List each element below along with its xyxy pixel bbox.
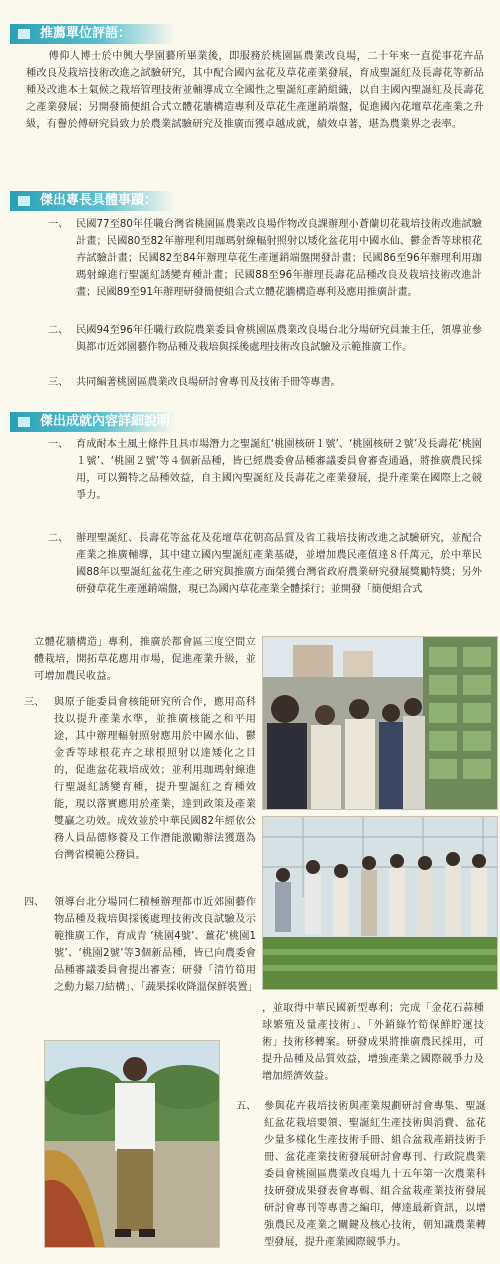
detail-item-2-continuation: 立體花牆構造」專利，推廣於都會區三度空間立體栽培，開拓草花應用市場，促進產業升級，並可增加農民收益。 (34, 637, 256, 682)
detail-item (48, 436, 482, 522)
item-number: 二、 (48, 533, 69, 544)
item-text: 辦理聖誕紅、長壽花等盆花及花壇草花朝高品質及省工栽培技術改進之試驗研究，並配合產業之推廣輔導，其中建立國內聖誕紅產業基礎，並增加農民產值達８仟萬元，於中華民國88年以聖誕紅盆花生產之研究與推廣方面榮獲台灣省政府農業研究發展獎勵特獎；另外研發草花生產運銷端盤，現已為國內草花產業全體採行；並開發「簡便組合式 (76, 533, 482, 595)
photo-greenhouse-group (262, 816, 498, 990)
section-header-achievements (10, 191, 175, 211)
item-text: 參與花卉栽培技術與產業規劃研討會專集、聖誕紅盆花栽培要領、聖誕紅生產技術與消費、盆花少量多樣化生產技術手冊、組合盆栽產銷技術手冊、盆花產業技術發展研討會專刊、行政院農業委員會桃園區農業改良場九十五年第一次農業科技研發成果發表會專輯、組合盆栽產業技術發展研討會專刊等專書之編印，傳達最新資訊，以增強農民及產業之關鍵及核心技術，朝知識農業轉型發展，提升產業國際競爭力。 (264, 1101, 486, 1248)
achievement-item (48, 322, 482, 358)
detail-item (48, 530, 482, 616)
item-number: 三、 (48, 377, 69, 388)
item-text: 領導台北分場同仁積極辦理都市近郊園藝作物品種及栽培與採後處理技術改良試驗及示範推廣工作，育成青 ‘桃園4號’、薑花‘桃園1號’、‘桃園2號’等3個新品種，皆已向農委會品種審議委員會提出審查；研發「清竹筍用之動力鬆刀結構」、「蔬果採收降溫保鮮裝置」 (54, 897, 258, 993)
item-text: 民國94至96年任職行政院農業委員會桃園區農業改良場台北分場研究員兼主任，領導並參與都市近郊園藝作物品種及栽培與採後處理技術改良試驗及示範推廣工作。 (76, 325, 482, 353)
detail-item (236, 1098, 486, 1258)
header-marker-icon (18, 29, 30, 39)
item-text: 民國77至80年任職台灣省桃園區農業改良場作物改良課辦理小蒼蘭切花栽培技術改進試驗計畫；民國80至82年辦理利用珈瑪射線輻射照射以矮化盆花用中國水仙、鬱金香等球根花卉試驗計畫；民國82至84年辦理草花生產運銷端盤開發計畫；民國86至96年辦理利用珈瑪射線進行聖誕紅誘變育種計畫；民國88至96年辦理長壽花品種改良及栽培技術改進計畫；民國89至91年辦理研發簡便組合式立體花牆構造專利及應用推廣計畫。 (76, 219, 482, 298)
photo-field-visit (262, 636, 498, 810)
item-number: 一、 (48, 439, 69, 450)
photo-portrait-image (45, 1041, 219, 1247)
section-title-review: 推薦單位評語： (40, 26, 132, 41)
achievement-item (48, 216, 482, 320)
section-title-details: 傑出成就內容詳細說明 (40, 414, 171, 429)
item-text: 與原子能委員會核能研究所合作，應用高科技以提升產業水準，並推廣核能之和平用途，其中辦理輻射照射應用於中國水仙、鬱金香等球根花卉之球根照射以達矮化之目的，促進盆花栽培成效；並利用珈瑪射線進行聖誕紅誘變育種，提升聖誕紅之育種效能，現以落實應用於產業，達到政策及產業雙贏之功效。成效並於中華民國82年經依公務人員品德修養及工作潛能激勵辦法獲選為台灣省模範公務員。 (54, 697, 256, 861)
review-body: 傅仰人博士於中興大學園藝所畢業後，即服務於桃園區農業改良場，二十年來一直從事花卉品種改良及栽培技術改進之試驗研究，其中配合國內盆花及草花產業發展，育成聖誕紅及長壽花等新品種及改進本土氣候之栽培管理技術並輔導成立全國性之聖誕紅產銷組織，以自主國內聖誕紅及長壽花之產業發展；另開發簡便組合式立體花牆構造專利及草花生產運銷端盤，促進國內花壇草花產業之升級，有譽於傅研究員致力於農業試驗研究及推廣而獲卓越成就，績效卓著，堪為農業界之表率。 (26, 51, 484, 130)
detail-item-4-continuation: ，並取得中華民國新型專利；完成「金花石蒜種球繁殖及量產技術」、「外銷綠竹筍保鮮貯運技術」技術移轉案。研發成果將推廣農民採用，可提升品種及品質效益，增強產業之國際競爭力及增加經濟效益。 (262, 1003, 484, 1082)
item-number: 二、 (48, 325, 69, 336)
header-marker-icon (18, 196, 30, 206)
section-title-achievements: 傑出專長具體事蹟： (40, 193, 158, 208)
item-text: 共同編著桃園區農業改良場研討會專刊及技術手冊等專書。 (76, 377, 341, 388)
section-header-details (10, 412, 175, 432)
header-marker-icon (18, 417, 30, 427)
item-number: 一、 (48, 219, 69, 230)
item-number: 三、 (24, 697, 45, 708)
item-number: 四、 (24, 897, 45, 908)
photo-greenhouse-group-image (263, 817, 497, 989)
item-number: 五、 (236, 1101, 257, 1112)
section-header-review (10, 24, 175, 44)
detail-item (24, 694, 256, 884)
photo-portrait (44, 1040, 220, 1248)
photo-field-visit-image (263, 637, 497, 809)
achievement-item (48, 374, 482, 392)
detail-item (24, 894, 256, 1014)
item-text: 育成耐本土風土條件且具市場潛力之聖誕紅‘桃園核研１號’、‘桃園核研２號’及長壽花‘桃園１號’、‘桃園２號’等４個新品種，皆已經農委會品種審議委員會審查通過，將推廣農民採用，可以獨特之品種效益，自主國內聖誕紅及長壽花之產業發展，提升產業在國際上之競爭力。 (76, 439, 482, 501)
